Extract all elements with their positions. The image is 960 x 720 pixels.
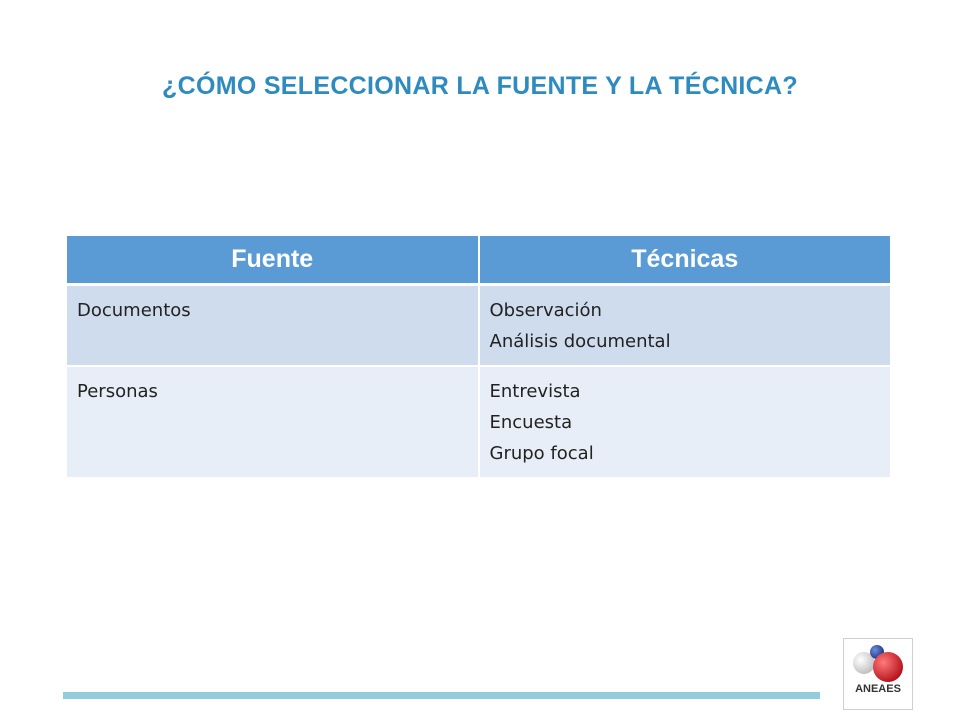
footer-accent-bar <box>63 692 820 699</box>
fuente-value: Personas <box>77 381 158 402</box>
table-row <box>67 366 890 478</box>
table-row <box>67 285 890 367</box>
cell-fuente <box>67 285 479 367</box>
cell-tecnicas <box>479 366 891 478</box>
aneaes-logo <box>843 638 913 710</box>
tecnica-item: Grupo focal <box>489 443 594 464</box>
sources-techniques-table <box>67 236 890 479</box>
tecnica-item: Encuesta <box>489 412 573 433</box>
header-fuente: Fuente <box>67 236 479 285</box>
tecnica-item: Análisis documental <box>489 331 671 352</box>
logo-name: ANEAES <box>855 683 901 695</box>
cell-tecnicas <box>479 285 891 367</box>
header-tecnicas: Técnicas <box>479 236 891 285</box>
slide-title: ¿CÓMO SELECCIONAR LA FUENTE Y LA TÉCNICA? <box>162 72 798 100</box>
tecnica-item: Entrevista <box>489 381 581 402</box>
fuente-value: Documentos <box>77 300 191 321</box>
cell-fuente <box>67 366 479 478</box>
table-header-row <box>67 236 890 285</box>
tecnica-item: Observación <box>489 300 602 321</box>
aneaes-logo-icon <box>844 639 912 687</box>
